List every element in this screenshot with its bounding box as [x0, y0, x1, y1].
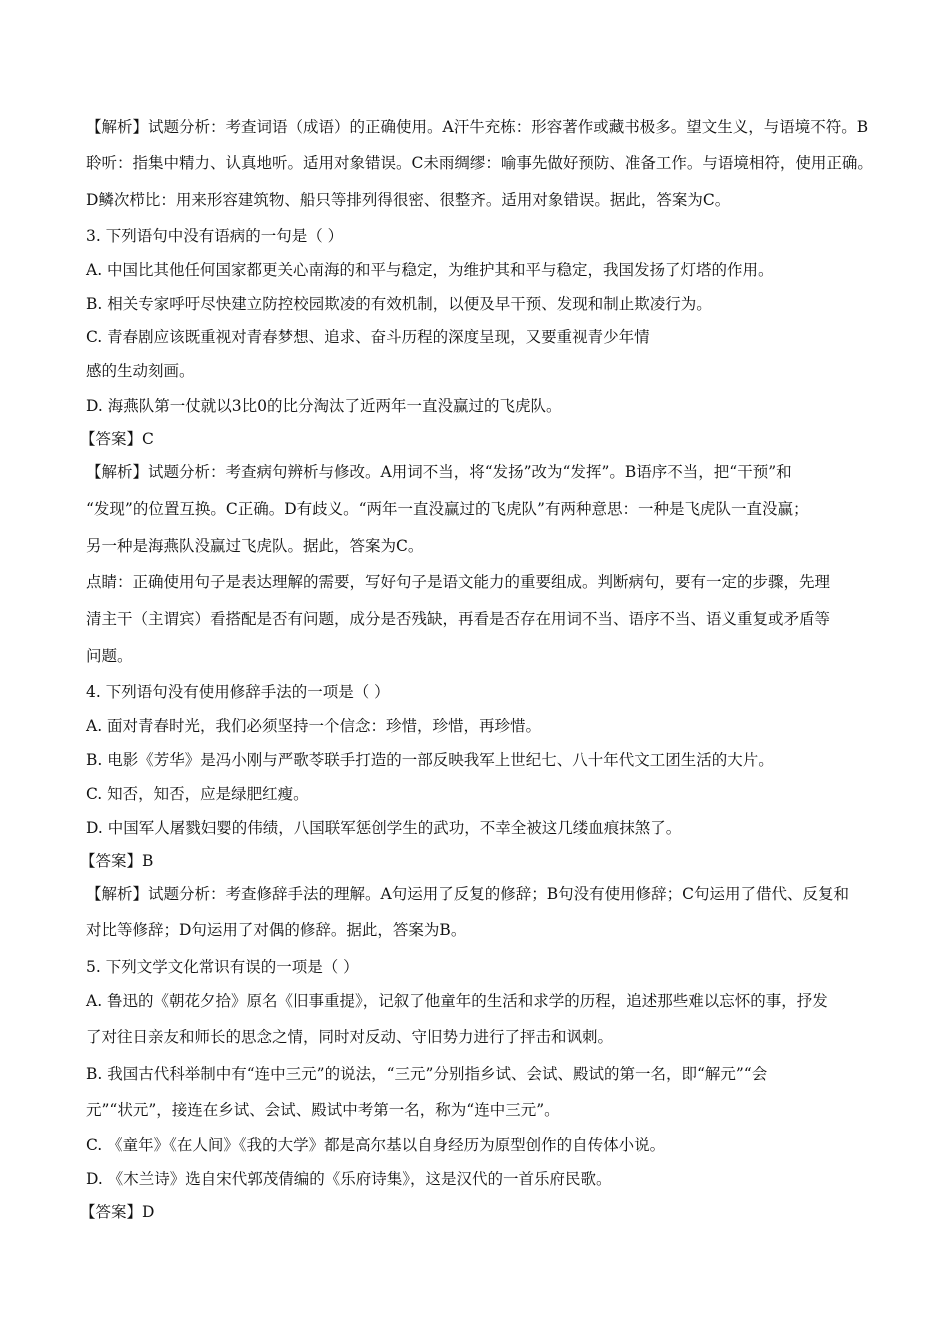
option-line: B. 相关专家呼吁尽快建立防控校园欺凌的有效机制，以便及早干预、发现和制止欺凌行为。 [86, 295, 712, 313]
text-line: 清主干（主谓宾）看搭配是否有问题，成分是否残缺，再看是否存在用词不当、语序不当、语义重复或矛盾等 [86, 610, 831, 628]
option-line: B. 电影《芳华》是冯小刚与严歌苓联手打造的一部反映我军上世纪七、八十年代文工团生活的大片。 [86, 751, 774, 769]
text-line: 点睛：正确使用句子是表达理解的需要，写好句子是语文能力的重要组成。判断病句，要有一定的步骤，先理 [86, 573, 831, 591]
option-line: A. 中国比其他任何国家都更关心南海的和平与稳定，为维护其和平与稳定，我国发扬了灯塔的作用。 [86, 261, 774, 279]
option-line: D. 海燕队第一仗就以3比0的比分淘汰了近两年一直没赢过的飞虎队。 [86, 397, 562, 415]
option-line: C. 《童年》《在人间》《我的大学》都是高尔基以自身经历为原型创作的自传体小说。 [86, 1136, 666, 1154]
text-line: 【解析】试题分析：考查修辞手法的理解。A句运用了反复的修辞；B句没有使用修辞；C句运用了借代、反复和 [86, 885, 849, 903]
text-line: D鳞次栉比：用来形容建筑物、船只等排列得很密、很整齐。适用对象错误。据此，答案为C。 [86, 191, 731, 209]
answer-line: 【答案】C [80, 430, 154, 448]
option-line: B. 我国古代科举制中有“连中三元”的说法，“三元”分别指乡试、会试、殿试的第一名，即“解元”“会 [86, 1065, 768, 1083]
text-line: “发现”的位置互换。C正确。D有歧义。“两年一直没赢过的飞虎队”有两种意思：一种是飞虎队一直没赢； [86, 500, 809, 518]
text-line: 【解析】试题分析：考查病句辨析与修改。A用词不当，将“发扬”改为“发挥”。B语序不当，把“干预”和 [86, 463, 792, 481]
text-line: 了对往日亲友和师长的思念之情，同时对反动、守旧势力进行了抨击和讽刺。 [86, 1028, 614, 1046]
option-line: C. 青春剧应该既重视对青春梦想、追求、奋斗历程的深度呈现，又要重视青少年情 [86, 328, 650, 346]
text-line: 【解析】试题分析：考查词语（成语）的正确使用。A汗牛充栋：形容著作或藏书极多。望文生义，与语境不符。B [86, 118, 869, 136]
option-line: C. 知否，知否，应是绿肥红瘦。 [86, 785, 309, 803]
text-line: 对比等修辞；D句运用了对偶的修辞。据此，答案为B。 [86, 921, 467, 939]
option-line: A. 面对青春时光，我们必须坚持一个信念：珍惜，珍惜，再珍惜。 [86, 717, 542, 735]
text-line: 感的生动刻画。 [86, 362, 195, 380]
answer-line: 【答案】D [80, 1203, 155, 1221]
question-stem: 5. 下列文学文化常识有误的一项是（ ） [86, 958, 359, 976]
option-line: A. 鲁迅的《朝花夕拾》原名《旧事重提》，记叙了他童年的生活和求学的历程，追述那些难以忘怀的事，抒发 [86, 992, 828, 1010]
answer-line: 【答案】B [80, 852, 154, 870]
text-line: 另一种是海燕队没赢过飞虎队。据此，答案为C。 [86, 537, 424, 555]
option-line: D. 《木兰诗》选自宋代郭茂倩编的《乐府诗集》，这是汉代的一首乐府民歌。 [86, 1170, 612, 1188]
question-stem: 4. 下列语句没有使用修辞手法的一项是（ ） [86, 683, 390, 701]
option-line: D. 中国军人屠戮妇婴的伟绩，八国联军惩创学生的武功，不幸全被这几缕血痕抹煞了。 [86, 819, 682, 837]
text-line: 聆听：指集中精力、认真地听。适用对象错误。C未雨绸缪：喻事先做好预防、准备工作。与语境相符，使用正确。 [86, 154, 873, 172]
text-line: 问题。 [86, 647, 133, 665]
question-stem: 3. 下列语句中没有语病的一句是（ ） [86, 227, 344, 245]
text-line: 元”“状元”，接连在乡试、会试、殿试中考第一名，称为“连中三元”。 [86, 1101, 560, 1119]
